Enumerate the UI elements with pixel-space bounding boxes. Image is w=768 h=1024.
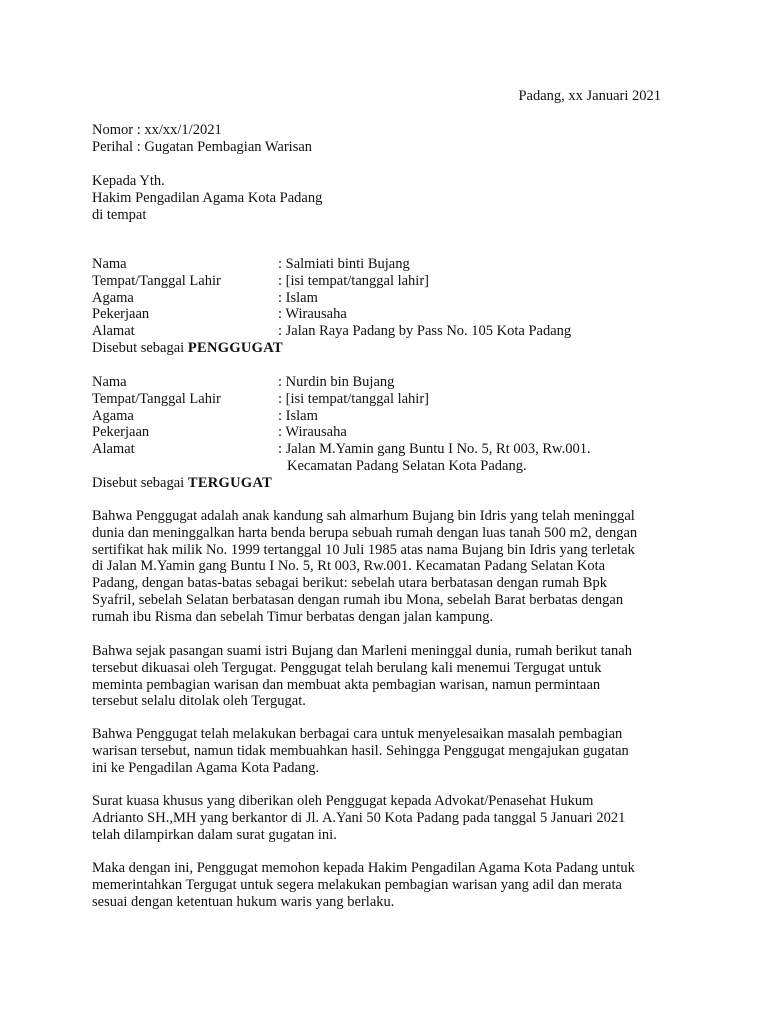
tergugat-nama-row bbox=[92, 374, 682, 391]
paragraph-line: warisan tersebut, namun tidak membuahkan hasil. Sehingga Penggugat mengajukan gugatan bbox=[92, 742, 629, 759]
letter-reference bbox=[92, 122, 682, 156]
body-paragraph bbox=[92, 726, 682, 776]
recipient-line: di tempat bbox=[92, 206, 147, 223]
designation-role: PENGGUGAT bbox=[187, 339, 283, 356]
field-label: Agama bbox=[92, 407, 134, 424]
body-paragraph bbox=[92, 508, 682, 626]
paragraph-line: Bahwa Penggugat telah melakukan berbagai cara untuk menyelesaikan masalah pembagian bbox=[92, 726, 623, 742]
paragraph-line: rumah ibu Risma dan sebelah Timur berbatas dengan jalan kampung. bbox=[92, 608, 494, 625]
field-value: : [isi tempat/tanggal lahir] bbox=[278, 272, 429, 289]
field-label: Tempat/Tanggal Lahir bbox=[92, 390, 221, 407]
perihal-line: Perihal : Gugatan Pembagian Warisan bbox=[92, 138, 313, 155]
paragraph-line: Maka dengan ini, Penggugat memohon kepada Hakim Pengadilan Agama Kota Padang untuk bbox=[92, 860, 635, 876]
paragraph-line: ini ke Pengadilan Agama Kota Padang. bbox=[92, 759, 320, 776]
paragraph-line: di Jalan M.Yamin gang Buntu I No. 5, Rt 003, Rw.001. Kecamatan Padang Selatan Kota bbox=[92, 558, 606, 575]
paragraph-line: sertifikat hak milik No. 1999 tertanggal 10 Juli 1985 atas nama Bujang bin Idris yang terletak bbox=[92, 541, 635, 558]
penggugat-pekerjaan-row bbox=[92, 306, 682, 323]
field-label: Agama bbox=[92, 289, 134, 306]
tergugat-alamat-continuation: Kecamatan Padang Selatan Kota Padang. bbox=[287, 457, 527, 474]
field-value: : Islam bbox=[278, 289, 318, 306]
paragraph-line: Bahwa sejak pasangan suami istri Bujang dan Marleni meninggal dunia, rumah berikut tanah bbox=[92, 643, 632, 659]
field-value: : Jalan Raya Padang by Pass No. 105 Kota Padang bbox=[278, 323, 572, 340]
body-paragraph bbox=[92, 793, 682, 843]
field-label: Pekerjaan bbox=[92, 424, 150, 441]
field-value: : Salmiati binti Bujang bbox=[278, 256, 410, 272]
field-value: : [isi tempat/tanggal lahir] bbox=[278, 390, 429, 407]
body-paragraph bbox=[92, 643, 682, 710]
field-label: Tempat/Tanggal Lahir bbox=[92, 272, 221, 289]
penggugat-ttl-row bbox=[92, 273, 682, 290]
designation-prefix: Disebut sebagai bbox=[92, 474, 188, 491]
tergugat-alamat-row bbox=[92, 441, 682, 458]
field-value: : Wirausaha bbox=[278, 424, 347, 441]
tergugat-ttl-row bbox=[92, 391, 682, 408]
letter-date: Padang, xx Januari 2021 bbox=[518, 88, 661, 104]
penggugat-nama-row bbox=[92, 256, 682, 273]
field-value: : Islam bbox=[278, 407, 318, 424]
tergugat-pekerjaan-row bbox=[92, 424, 682, 441]
penggugat-alamat-row bbox=[92, 323, 682, 340]
field-label: Nama bbox=[92, 374, 127, 390]
field-value: : Wirausaha bbox=[278, 306, 347, 323]
paragraph-line: Bahwa Penggugat adalah anak kandung sah almarhum Bujang bin Idris yang telah meninggal bbox=[92, 508, 635, 524]
nomor-line: Nomor : xx/xx/1/2021 bbox=[92, 122, 222, 138]
paragraph-line: Adrianto SH.,MH yang berkantor di Jl. A.Yani 50 Kota Padang pada tanggal 5 Januari 2021 bbox=[92, 809, 626, 826]
body-paragraph bbox=[92, 860, 682, 910]
penggugat-identity bbox=[92, 256, 682, 357]
field-value: : Nurdin bin Bujang bbox=[278, 374, 395, 390]
designation-role: TERGUGAT bbox=[187, 474, 273, 491]
recipient-block bbox=[92, 173, 682, 223]
field-value: : Jalan M.Yamin gang Buntu I No. 5, Rt 003, Rw.001. bbox=[278, 441, 591, 458]
tergugat-identity bbox=[92, 374, 682, 492]
tergugat-designation bbox=[92, 475, 682, 492]
paragraph-line: Syafril, sebelah Selatan berbatasan dengan rumah ibu Mona, sebelah Barat berbatas dengan bbox=[92, 591, 624, 608]
field-label: Pekerjaan bbox=[92, 306, 150, 323]
tergugat-agama-row bbox=[92, 408, 682, 425]
penggugat-agama-row bbox=[92, 290, 682, 307]
paragraph-line: meminta pembagian warisan dan membuat akta pembagian warisan, namun permintaan bbox=[92, 676, 601, 693]
paragraph-line: telah dilampirkan dalam surat gugatan ini. bbox=[92, 826, 337, 843]
field-label: Alamat bbox=[92, 323, 135, 340]
recipient-line: Hakim Pengadilan Agama Kota Padang bbox=[92, 189, 323, 206]
recipient-line: Kepada Yth. bbox=[92, 173, 165, 189]
paragraph-line: sesuai dengan ketentuan hukum waris yang berlaku. bbox=[92, 893, 395, 910]
penggugat-designation bbox=[92, 340, 682, 357]
paragraph-line: tersebut selalu ditolak oleh Tergugat. bbox=[92, 693, 306, 710]
paragraph-line: tersebut dikuasai oleh Tergugat. Penggugat telah berulang kali menemui Tergugat untuk bbox=[92, 659, 602, 676]
paragraph-line: dunia dan meninggalkan harta benda berupa sebuah rumah dengan luas tanah 500 m2, dengan bbox=[92, 524, 638, 541]
field-label: Alamat bbox=[92, 441, 135, 458]
paragraph-line: memerintahkan Tergugat untuk segera melakukan pembagian warisan yang adil dan merata bbox=[92, 876, 622, 893]
paragraph-line: Padang, dengan batas-batas sebagai berikut: sebelah utara berbatasan dengan rumah Bpk bbox=[92, 575, 607, 592]
paragraph-line: Surat kuasa khusus yang diberikan oleh Penggugat kepada Advokat/Penasehat Hukum bbox=[92, 793, 594, 809]
field-label: Nama bbox=[92, 256, 127, 272]
designation-prefix: Disebut sebagai bbox=[92, 339, 188, 356]
